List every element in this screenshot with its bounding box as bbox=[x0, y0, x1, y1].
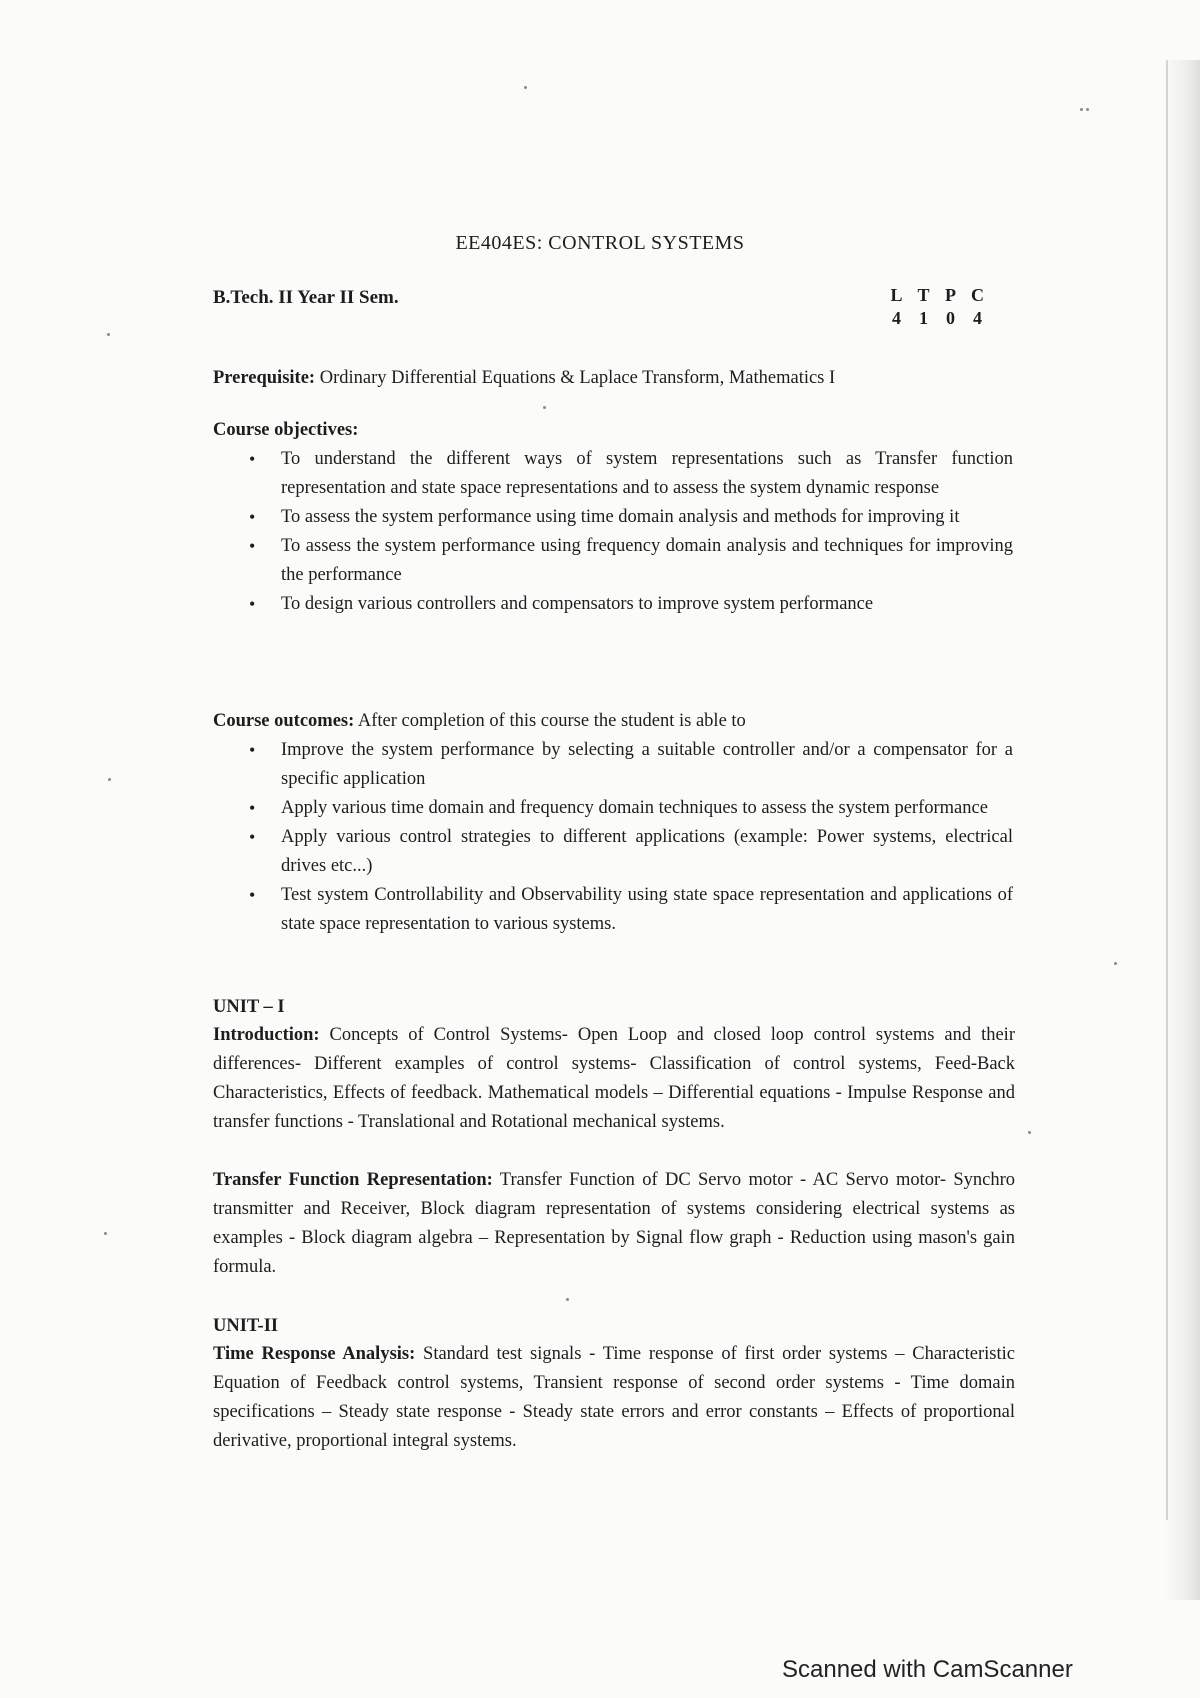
credit-value-p: 0 bbox=[946, 308, 955, 328]
credit-value-t: 1 bbox=[919, 308, 928, 328]
unit1-intro-text: Concepts of Control Systems- Open Loop and closed loop control systems and their differences- Different examples of control systems- Classification of control systems, Feed-Back Characteristics, Effects of feedback. Mathematical models – Differential equations - Impulse Response and transfer functions - Translational and Rotational mechanical systems. bbox=[213, 1025, 1015, 1132]
unit1-tf-text: Transfer Function of DC Servo motor - AC Servo motor- Synchro transmitter and Receiver, Block diagram representation of systems considering electrical systems as examples - Block diagram algebra – Representation by Signal flow graph - Reduction using mason's gain formula. bbox=[213, 1170, 1015, 1277]
objectives-list bbox=[245, 445, 1013, 619]
unit1-tf-label: Transfer Function Representation: bbox=[213, 1170, 493, 1190]
prerequisite-label: Prerequisite: bbox=[213, 368, 316, 388]
list-item: • To design various controllers and compensators to improve system performance bbox=[249, 594, 874, 614]
credit-label-l: L bbox=[890, 285, 903, 305]
credit-value-l: 4 bbox=[892, 308, 901, 328]
list-item: • Apply various control strategies to different applications (example: Power systems, electrical drives etc...) bbox=[249, 827, 1013, 876]
scan-speck bbox=[1028, 1131, 1031, 1134]
objectives-heading: Course objectives: bbox=[213, 420, 359, 440]
scan-speck bbox=[1080, 108, 1083, 111]
unit2-time-response bbox=[213, 1340, 1015, 1456]
scan-speck bbox=[543, 406, 546, 409]
credit-label-p: P bbox=[945, 285, 956, 305]
outcomes-label: Course outcomes: bbox=[213, 711, 355, 731]
page-edge-shadow bbox=[1164, 60, 1200, 1600]
scan-speck bbox=[104, 1232, 107, 1235]
credit-label-t: T bbox=[917, 285, 930, 305]
list-item: • To assess the system performance using frequency domain analysis and techniques for improving the performance bbox=[249, 536, 1013, 585]
credits-values-row bbox=[883, 308, 991, 329]
credit-value-c: 4 bbox=[973, 308, 982, 328]
outcomes-intro-text: After completion of this course the student is able to bbox=[354, 711, 746, 731]
scan-speck bbox=[1086, 108, 1089, 111]
list-item: • Apply various time domain and frequency domain techniques to assess the system performance bbox=[249, 798, 988, 818]
scan-speck bbox=[524, 86, 527, 89]
outcomes-list bbox=[245, 736, 1013, 939]
credits-labels-row bbox=[883, 285, 991, 306]
outcomes-intro bbox=[213, 707, 1013, 736]
semester-label: B.Tech. II Year II Sem. bbox=[213, 287, 399, 308]
scan-speck bbox=[108, 778, 111, 781]
credit-label-c: C bbox=[971, 285, 984, 305]
list-item: • To assess the system performance using time domain analysis and methods for improving it bbox=[249, 507, 960, 527]
unit2-tr-label: Time Response Analysis: bbox=[213, 1344, 416, 1364]
course-title: EE404ES: CONTROL SYSTEMS bbox=[455, 232, 745, 254]
camscanner-watermark: Scanned with CamScanner bbox=[782, 1656, 1073, 1683]
unit1-intro-label: Introduction: bbox=[213, 1025, 320, 1045]
prerequisite-text: Ordinary Differential Equations & Laplace Transform, Mathematics I bbox=[315, 368, 836, 388]
list-item: • Test system Controllability and Observability using state space representation and applications of state space representation to various systems. bbox=[249, 885, 1013, 934]
list-item: • To understand the different ways of system representations such as Transfer function representation and state space representations and to assess the system dynamic response bbox=[249, 449, 1013, 498]
scan-speck bbox=[566, 1298, 569, 1301]
page-edge-line bbox=[1166, 60, 1168, 1520]
unit2-tr-text: Standard test signals - Time response of first order systems – Characteristic Equation of Feedback control systems, Transient response of second order systems - Time domain specifications – Steady state response - Steady state errors and error constants – Effects of proportional derivative, proportional integral systems. bbox=[213, 1344, 1015, 1451]
credits-table bbox=[883, 285, 991, 329]
prerequisite bbox=[213, 364, 1013, 393]
unit1-transfer-function bbox=[213, 1166, 1015, 1282]
unit2-heading: UNIT-II bbox=[213, 1316, 279, 1336]
unit1-introduction bbox=[213, 1021, 1015, 1137]
unit1-heading: UNIT – I bbox=[213, 997, 285, 1017]
scan-speck bbox=[107, 333, 110, 336]
list-item: • Improve the system performance by selecting a suitable controller and/or a compensator for a specific application bbox=[249, 740, 1013, 789]
scan-speck bbox=[1114, 962, 1117, 965]
